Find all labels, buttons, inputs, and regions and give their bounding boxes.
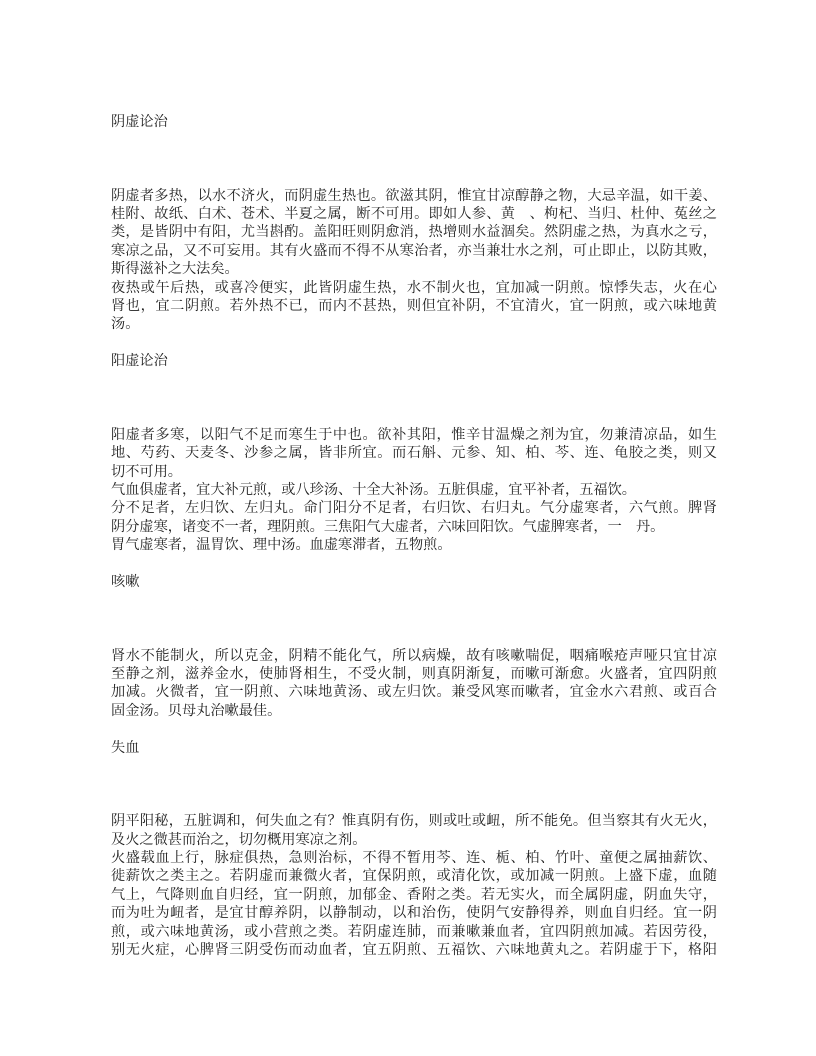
- text-line: 阴分虚寒，诸变不一者，理阴煎。三焦阳气大虚者，六味回阳饮。气虚脾寒者，一 丹。: [111, 518, 665, 535]
- text-line: 而为吐为衄者，是宜甘醇养阴，以静制动，以和治伤，使阴气安静得养，则血自归经。宜一阴: [111, 905, 717, 922]
- text-line: 寒凉之品，又不可妄用。其有火盛而不得不从寒治者，亦当兼壮水之剂，可止即止，以防其败，: [111, 242, 717, 259]
- text-line: 煎，或六味地黄汤，或小营煎之类。若阴虚连肺，而兼嗽兼血者，宜四阴煎加减。若因劳役，: [111, 923, 717, 940]
- text-line: 切不可用。: [111, 463, 182, 480]
- text-line: 阴平阳秘，五脏调和，何失血之有？惟真阴有伤，则或吐或衄，所不能免。但当察其有火无火，: [111, 813, 717, 830]
- text-line: 斯得滋补之大法矣。: [111, 261, 239, 278]
- text-line: 肾水不能制火，所以克金，阴精不能化气，所以病燥，故有咳嗽喘促，咽痛喉疮声哑只宜甘凉: [111, 647, 717, 664]
- text-line: 分不足者，左归饮、左归丸。命门阳分不足者，右归饮、右归丸。气分虚寒者，六气煎。脾肾: [111, 500, 717, 517]
- text-line: 阳虚者多寒，以阳气不足而寒生于中也。欲补其阳，惟辛甘温燥之剂为宜，勿兼清凉品，如生: [111, 426, 717, 443]
- text-line: 汤。: [111, 316, 140, 333]
- document-section: [111, 573, 717, 720]
- section-text: [111, 647, 717, 721]
- document-body: [111, 113, 717, 959]
- section-heading: 阴虚论治: [111, 114, 168, 130]
- section-text: [111, 187, 717, 334]
- section-heading: 咳嗽: [111, 574, 140, 591]
- section-text: [111, 812, 717, 959]
- text-line: 气血俱虚者，宜大补元煎，或八珍汤、十全大补汤。五脏俱虚，宜平补者，五福饮。: [111, 482, 636, 499]
- text-line: 胃气虚寒者，温胃饮、理中汤。血虚寒滞者，五物煎。: [111, 537, 452, 554]
- document-section: [111, 352, 717, 554]
- text-line: 夜热或午后热，或喜冷便实，此皆阴虚生热，水不制火也，宜加减一阴煎。惊悸失志，火在心: [111, 279, 717, 296]
- text-line: 徙薪饮之类主之。若阴虚而兼微火者，宜保阴煎，或清化饮，或加减一阴煎。上盛下虚，血随: [111, 868, 717, 885]
- text-line: 火盛载血上行，脉症俱热，急则治标，不得不暂用芩、连、栀、柏、竹叶、童便之属抽薪饮、: [111, 850, 717, 867]
- document-section: [111, 739, 717, 960]
- text-line: 及火之微甚而治之，切勿概用寒凉之剂。: [111, 831, 367, 848]
- section-heading: 失血: [111, 739, 140, 756]
- text-line: 地、芍药、天麦冬、沙参之属，皆非所宜。而石斛、元参、知、柏、芩、连、龟胶之类，则又: [111, 445, 717, 462]
- document-section: [111, 113, 717, 334]
- text-line: 至静之剂，滋养金水，使肺肾相生，不受火制，则真阴渐复，而嗽可渐愈。火盛者，宜四阴煎: [111, 666, 717, 683]
- text-line: 加减。火微者，宜一阴煎、六味地黄汤、或左归饮。兼受风寒而嗽者，宜金水六君煎、或百合: [111, 684, 717, 701]
- text-line: 阴虚者多热，以水不济火，而阴虚生热也。欲滋其阴，惟宜甘凉醇静之物，大忌辛温，如干姜、: [111, 187, 717, 204]
- text-line: 固金汤。贝母丸治嗽最佳。: [111, 702, 282, 719]
- text-line: 类，是皆阴中有阳，尤当斟酌。盖阳旺则阴愈消，热增则水益涸矣。然阴虚之热，为真水之亏，: [111, 224, 717, 241]
- text-line: 别无火症，心脾肾三阴受伤而动血者，宜五阴煎、五福饮、六味地黄丸之。若阴虚于下，格阳: [111, 942, 717, 959]
- text-line: 肾也，宜二阴煎。若外热不已，而内不甚热，则但宜补阴，不宜清火，宜一阴煎，或六味地黄: [111, 298, 717, 315]
- section-text: [111, 426, 717, 555]
- text-line: 桂附、故纸、白术、苍术、半夏之属，断不可用。即如人参、黄 、枸杞、当归、杜仲、菟丝之: [111, 205, 717, 222]
- text-line: 气上，气降则血自归经，宜一阴煎，加郁金、香附之类。若无实火，而全属阴虚，阴血失守，: [111, 886, 717, 903]
- section-heading: 阳虚论治: [111, 353, 168, 370]
